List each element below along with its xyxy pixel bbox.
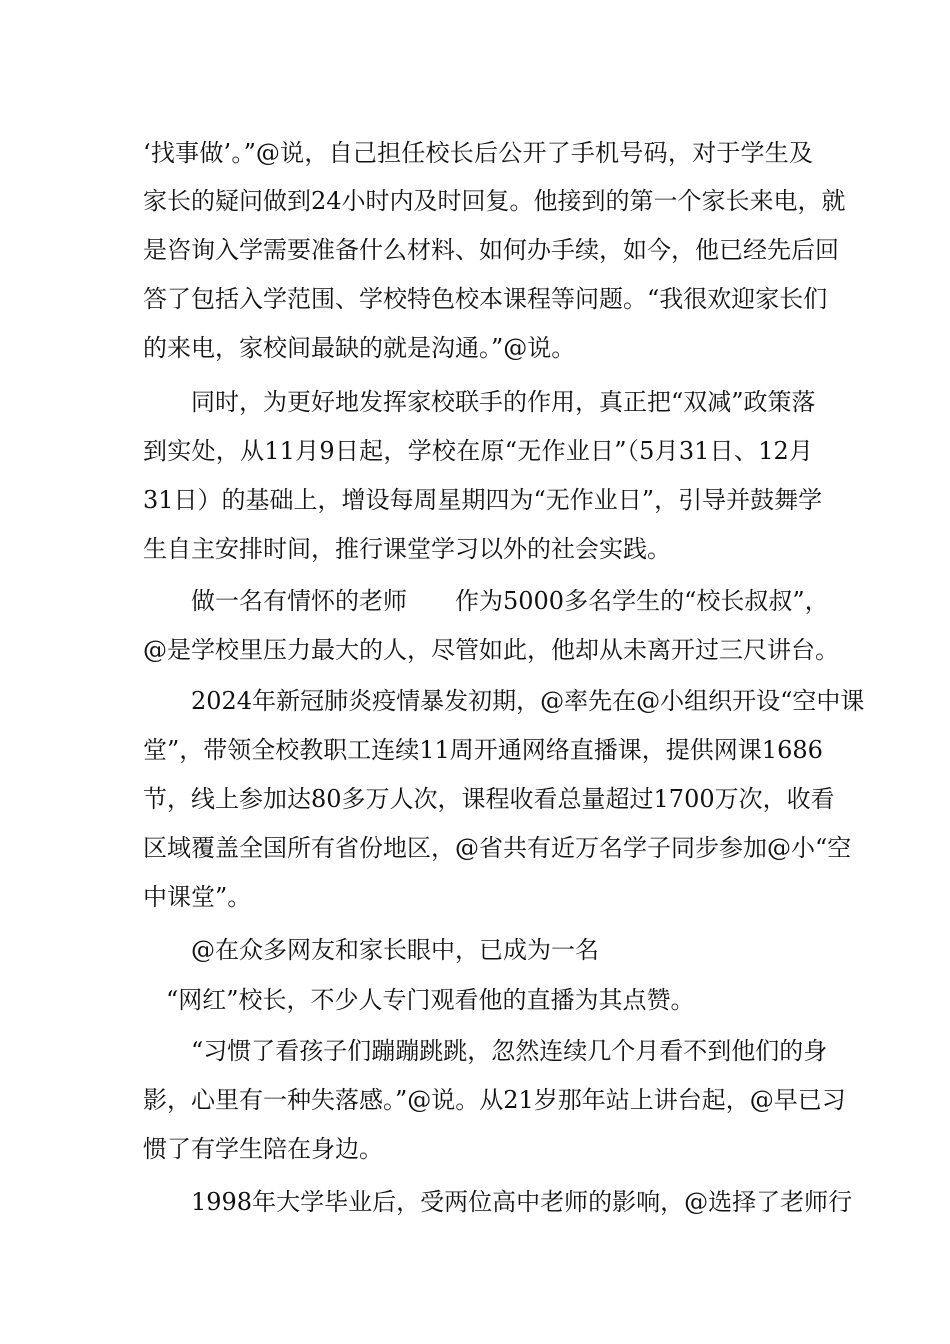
- text-line-22: 1998年大学毕业后，受两位高中老师的影响，@选择了老师行: [191, 1188, 853, 1216]
- text-line-15: 区域覆盖全国所有省份地区，@省共有近万名学子同步参加@小“空: [143, 834, 852, 862]
- text-line-16: 中课堂”。: [143, 883, 252, 911]
- text-line-5: 的来电，家校间最缺的就是沟通。”@说。: [143, 334, 576, 362]
- text-line-13: 堂”，带领全校教职工连续11周开通网络直播课，提供网课1686: [143, 736, 823, 764]
- text-line-8: 31日）的基础上，增设每周星期四为“无作业日”，引导并鼓舞学: [143, 486, 823, 514]
- text-line-7: 到实处，从11月9日起，学校在原“无作业日”（5月31日、12月: [143, 437, 813, 465]
- text-line-19: “习惯了看孩子们蹦蹦跳跳，忽然连续几个月看不到他们的身: [191, 1037, 828, 1065]
- text-line-18: “网红”校长，不少人专门观看他的直播为其点赞。: [166, 986, 695, 1014]
- text-line-4: 答了包括入学范围、学校特色校本课程等问题。“我很欢迎家长们: [143, 285, 828, 313]
- text-line-11: @是学校里压力最大的人，尽管如此，他却从未离开过三尺讲台。: [143, 636, 839, 664]
- text-line-21: 惯了有学生陪在身边。: [143, 1135, 383, 1163]
- text-line-10: 做一名有情怀的老师 作为5000多名学生的“校长叔叔”，: [191, 587, 829, 615]
- text-line-6: 同时，为更好地发挥家校联手的作用，真正把“双减”政策落: [191, 388, 816, 416]
- text-line-20: 影，心里有一种失落感。”@说。从21岁那年站上讲台起，@早已习: [143, 1086, 846, 1114]
- text-line-14: 节，线上参加达80多万人次，课程收看总量超过1700万次，收看: [143, 785, 835, 813]
- text-line-17: @在众多网友和家长眼中，已成为一名: [191, 936, 599, 964]
- text-line-3: 是咨询入学需要准备什么材料、如何办手续，如今，他已经先后回: [143, 236, 839, 264]
- text-line-9: 生自主安排时间，推行课堂学习以外的社会实践。: [143, 535, 671, 563]
- text-line-2: 家长的疑问做到24小时内及时回复。他接到的第一个家长来电，就: [143, 187, 846, 215]
- text-line-12: 2024年新冠肺炎疫情暴发初期，@率先在@小组织开设“空中课: [191, 687, 865, 715]
- text-line-1: ‘找事做’。”@说，自己担任校长后公开了手机号码，对于学生及: [143, 139, 813, 167]
